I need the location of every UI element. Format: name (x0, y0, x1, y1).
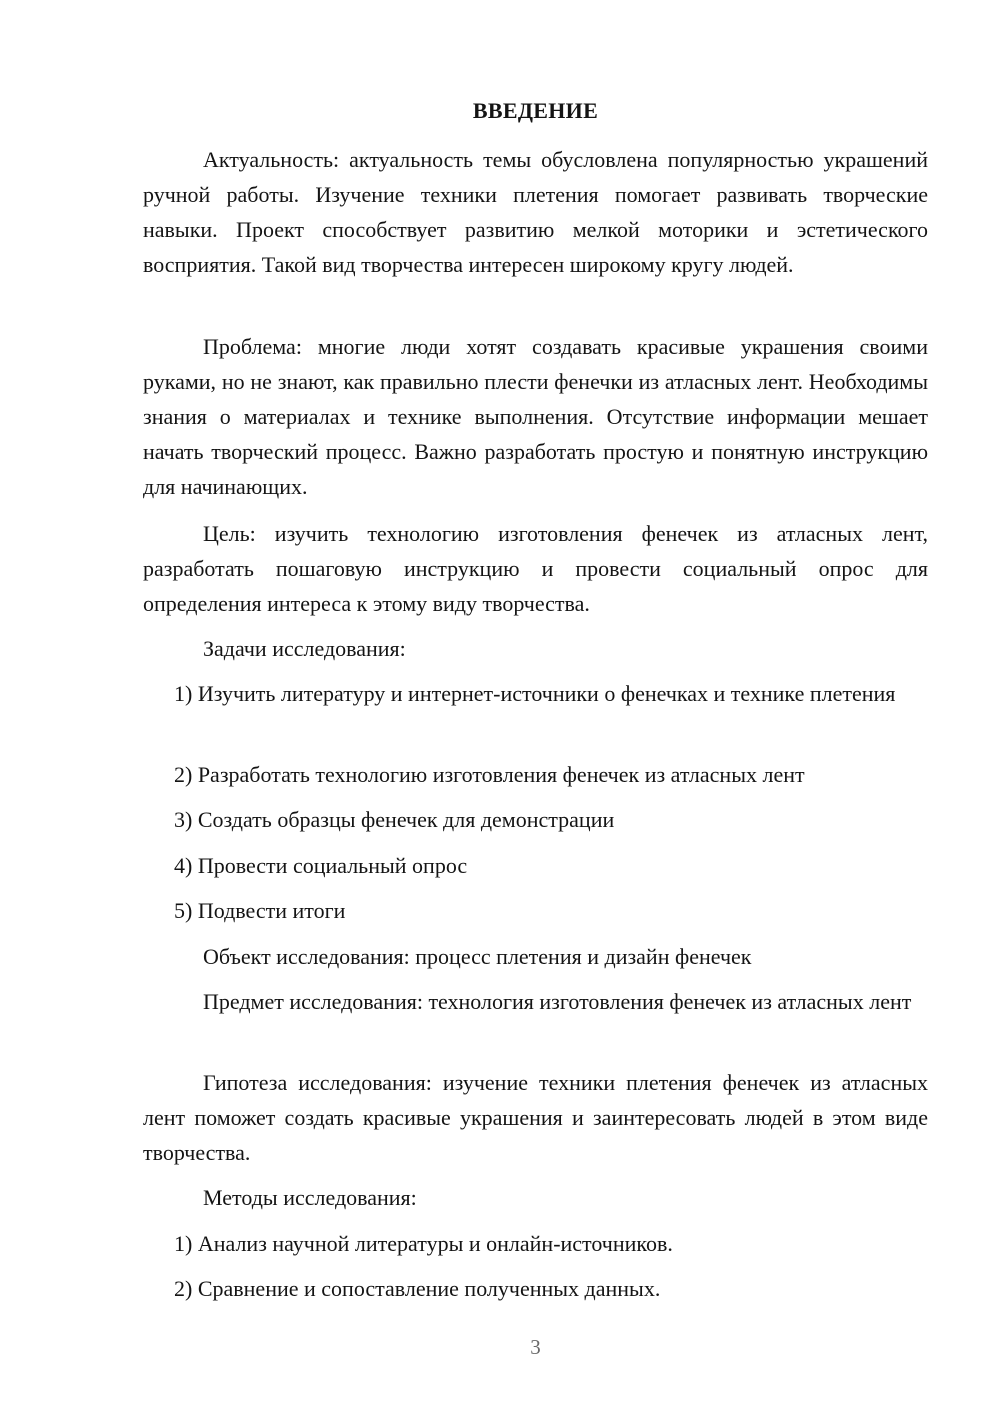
method-item-2: 2) Сравнение и сопоставление полученных данных. (174, 1276, 661, 1301)
section-heading: ВВЕДЕНИЕ (472, 98, 599, 123)
method-item-1: 1) Анализ научной литературы и онлайн-источников. (174, 1231, 673, 1256)
task-item-3: 3) Создать образцы фенечек для демонстрации (174, 807, 615, 832)
subject-paragraph: Предмет исследования: технология изготовления фенечек из атласных лент (203, 989, 912, 1014)
goal-paragraph: Цель: изучить технологию изготовления фенечек из атласных лент, разработать пошаговую инструкцию и провести социальный опрос для определения интереса к этому виду творчества. (143, 521, 928, 616)
task-item-2: 2) Разработать технологию изготовления фенечек из атласных лент (174, 762, 805, 787)
problem-paragraph: Проблема: многие люди хотят создавать красивые украшения своими руками, но не знают, как правильно плести фенечки из атласных лент. Необходимы знания о материалах и технике выполнения. Отсутствие информации мешает начать творческий процесс. Важно разработать простую и понятную инструкцию для начинающих. (143, 334, 928, 499)
hypothesis-paragraph: Гипотеза исследования: изучение техники плетения фенечек из атласных лент поможет создать красивые украшения и заинтересовать людей в этом виде творчества. (143, 1070, 928, 1165)
object-paragraph: Объект исследования: процесс плетения и дизайн фенечек (203, 944, 752, 969)
task-item-4: 4) Провести социальный опрос (174, 853, 468, 878)
methods-title: Методы исследования: (203, 1185, 417, 1210)
page-number: 3 (530, 1335, 541, 1359)
document-page (143, 0, 928, 1414)
task-item-1: 1) Изучить литературу и интернет-источники о фенечках и технике плетения (174, 681, 896, 706)
relevance-paragraph: Актуальность: актуальность темы обусловлена популярностью украшений ручной работы. Изучение техники плетения помогает развивать творческие навыки. Проект способствует развитию мелкой моторики и эстетического восприятия. Такой вид творчества интересен широкому кругу людей. (143, 147, 928, 277)
task-item-5: 5) Подвести итоги (174, 898, 346, 923)
tasks-title: Задачи исследования: (203, 636, 406, 661)
